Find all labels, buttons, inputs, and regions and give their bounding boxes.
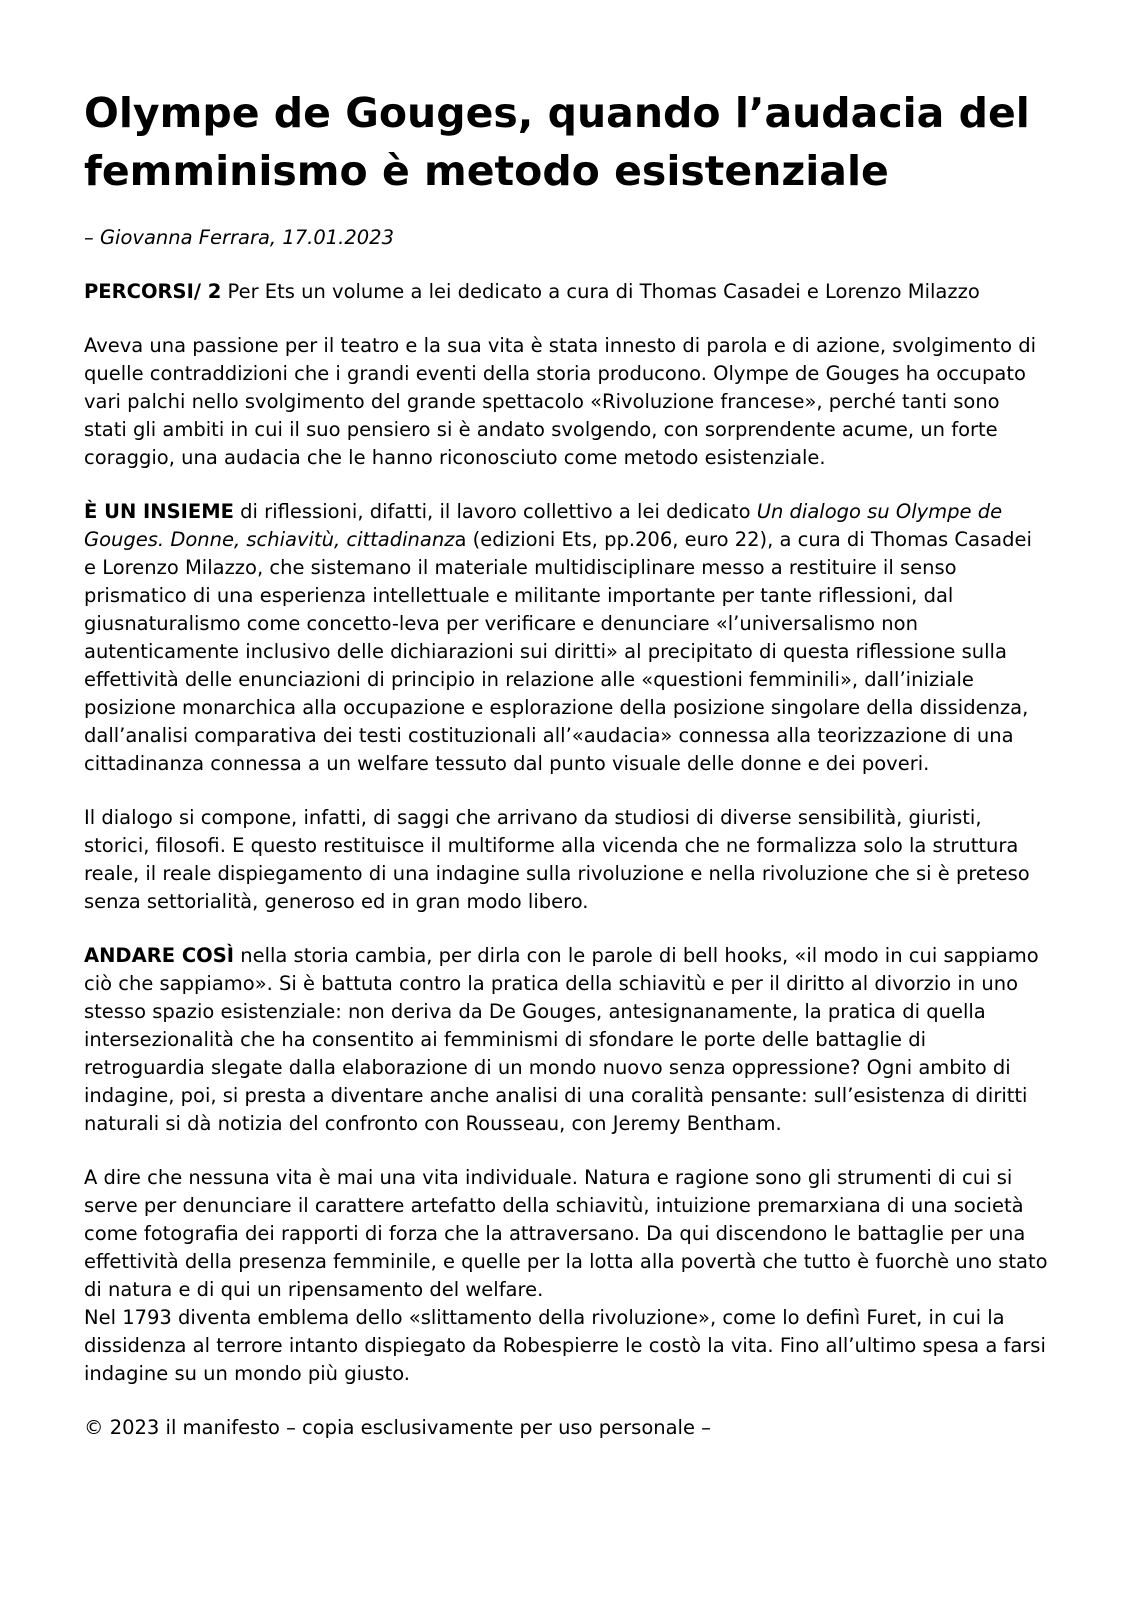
italic-book-title: Un dialogo su Olympe de Gouges. Donne, schiavitù, cittadinanz: [84, 500, 1003, 551]
kicker-paragraph: [84, 278, 1048, 306]
text-run: Nel 1793 diventa emblema dello «slittamento della rivoluzione», come lo definì Furet, in cui la dissidenza al terrore intanto dispiegato da Robespierre le costò la vita. Fino all’ultimo spesa a farsi indagine su un mondo più giusto.: [84, 1306, 1046, 1385]
bold-lead-in: È UN INSIEME: [84, 500, 234, 523]
text-run: a (edizioni Ets, pp.206, euro 22), a cura di Thomas Casadei e Lorenzo Milazzo, che sistemano il materiale multidisciplinare messo a restituire il senso prismatico di una esperienza intellettuale e militante importante per tante riflessioni, dal giusnaturalismo come concetto-leva per verificare e denunciare «l’universalismo non autenticamente inclusivo delle dichiarazioni sui diritti» al precipitato di questa riflessione sulla effettività delle enunciazioni di principio in relazione alle «questioni femminili», dall’iniziale posizione monarchica alla occupazione e esplorazione della posizione singolare della dissidenza, dall’analisi comparativa dei testi costituzionali all’«audacia» connessa alla teorizzazione di una cittadinanza connessa a un welfare tessuto dal punto visuale delle donne e dei poveri.: [84, 528, 1032, 775]
article-paragraph: [84, 1164, 1048, 1388]
article-byline: – Giovanna Ferrara, 17.01.2023: [84, 226, 394, 249]
text-run: nella storia cambia, per dirla con le parole di bell hooks, «il modo in cui sappiamo ciò che sappiamo». Si è battuta contro la pratica della schiavitù e per il diritto al divorzio in uno stesso spazio esistenziale: non deriva da De Gouges, antesignanamente, la pratica di quella intersezionalità che ha consentito ai femminismi di sfondare le porte delle battaglie di retroguardia slegate dalla elaborazione di un mondo nuovo senza oppressione? Ogni ambito di indagine, poi, si presta a diventare anche analisi di una coralità pensante: sull’esistenza di diritti naturali si dà notizia del confronto con Rousseau, con Jeremy Bentham.: [84, 944, 1039, 1135]
text-run: di riflessioni, difatti, il lavoro collettivo a lei dedicato: [233, 500, 757, 523]
article-body: [84, 278, 1048, 1388]
article-paragraph: [84, 332, 1048, 472]
bold-lead-in: ANDARE COSÌ: [84, 944, 235, 967]
copyright-notice: © 2023 il manifesto – copia esclusivamente per uso personale –: [84, 1416, 711, 1439]
article-paragraph: [84, 498, 1048, 778]
bold-lead-in: PERCORSI/ 2: [84, 280, 222, 303]
article-paragraph: [84, 804, 1048, 916]
text-run: A dire che nessuna vita è mai una vita individuale. Natura e ragione sono gli strumenti di cui si serve per denunciare il carattere artefatto della schiavitù, intuizione premarxiana di una società come fotografia dei rapporti di forza che la attraversano. Da qui discendono le battaglie per una effettività della presenza femminile, e quelle per la lotta alla povertà che tutto è fuorchè uno stato di natura e di qui un ripensamento del welfare.: [84, 1166, 1048, 1301]
text-run: Aveva una passione per il teatro e la sua vita è stata innesto di parola e di azione, svolgimento di quelle contraddizioni che i grandi eventi della storia producono. Olympe de Gouges ha occupato vari palchi nello svolgimento del grande spettacolo «Rivoluzione francese», perché tanti sono stati gli ambiti in cui il suo pensiero si è andato svolgendo, con sorprendente acume, un forte coraggio, una audacia che le hanno riconosciuto come metodo esistenziale.: [84, 334, 1037, 469]
text-run: Per Ets un volume a lei dedicato a cura di Thomas Casadei e Lorenzo Milazzo: [221, 280, 980, 303]
article-paragraph: [84, 942, 1048, 1138]
text-run: Il dialogo si compone, infatti, di saggi che arrivano da studiosi di diverse sensibilità, giuristi, storici, filosofi. E questo restituisce il multiforme alla vicenda che ne formalizza solo la struttura reale, il reale dispiegamento di una indagine sulla rivoluzione e nella rivoluzione che si è preteso senza settorialità, generoso ed in gran modo libero.: [84, 806, 1030, 913]
article-title: Olympe de Gouges, quando l’audacia del femminismo è metodo esistenziale: [84, 89, 1030, 195]
